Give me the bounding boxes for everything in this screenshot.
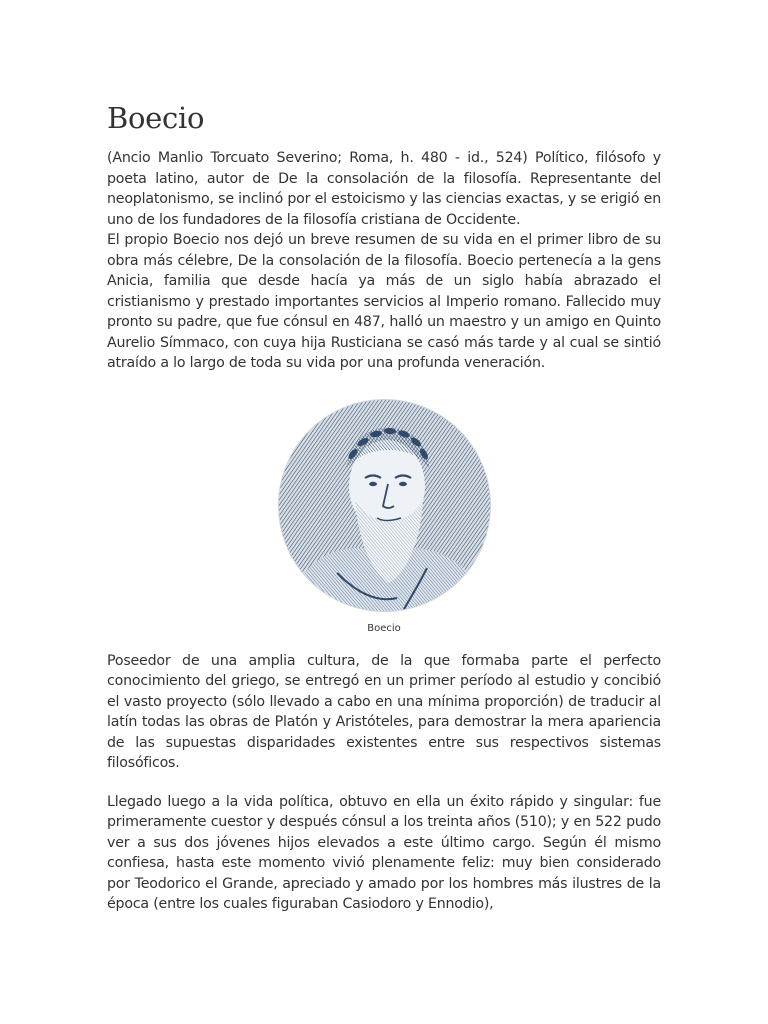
- article-title: Boecio: [107, 101, 205, 135]
- intro-paragraph-1: (Ancio Manlio Torcuato Severino; Roma, h. 480 - id., 524) Político, filósofo y poeta latino, autor de De la consolación de la filosofía. Representante del neoplatonismo, se inclinó por el estoicismo y las ciencias exactas, y se erigió en uno de los fundadores de la filosofía cristiana de Occidente.: [107, 150, 661, 228]
- intro-paragraph-2: El propio Boecio nos dejó un breve resumen de su vida en el primer libro de su obra más célebre, De la consolación de la filosofía. Boecio pertenecía a la gens Anicia, familia que desde hacía ya más de un siglo había abrazado el cristianismo y prestado importantes servicios al Imperio romano. Fallecido muy pronto su padre, que fue cónsul en 487, halló un maestro y un amigo en Quinto Aurelio Símmaco, con cuya hija Rusticiana se casó más tarde y al cual se sintió atraído a lo largo de toda su vida por una profunda veneración.: [107, 232, 661, 371]
- portrait-figure: [107, 398, 661, 637]
- article: [107, 100, 661, 915]
- boethius-portrait-image: [277, 398, 492, 613]
- body-paragraph-1: Poseedor de una amplia cultura, de la que formaba parte el perfecto conocimiento del griego, se entregó en un primer período al estudio y concibió el vasto proyecto (sólo llevado a cabo en una mínima proporción) de traducir al latín todas las obras de Platón y Aristóteles, para demostrar la mera apariencia de las supuestas disparidades existentes entre sus respectivos sistemas filosóficos.: [107, 652, 661, 771]
- body-paragraph-2: Llegado luego a la vida política, obtuvo en ella un éxito rápido y singular: fue primeramente cuestor y después cónsul a los treinta años (510); y en 522 pudo ver a sus dos jóvenes hijos elevados a este último cargo. Según él mismo confiesa, hasta este momento vivió plenamente feliz: muy bien considerado por Teodorico el Grande, apreciado y amado por los hombres más ilustres de la época (entre los cuales figuraban Casiodoro y Ennodio),: [107, 793, 661, 912]
- portrait-caption: Boecio: [367, 622, 401, 634]
